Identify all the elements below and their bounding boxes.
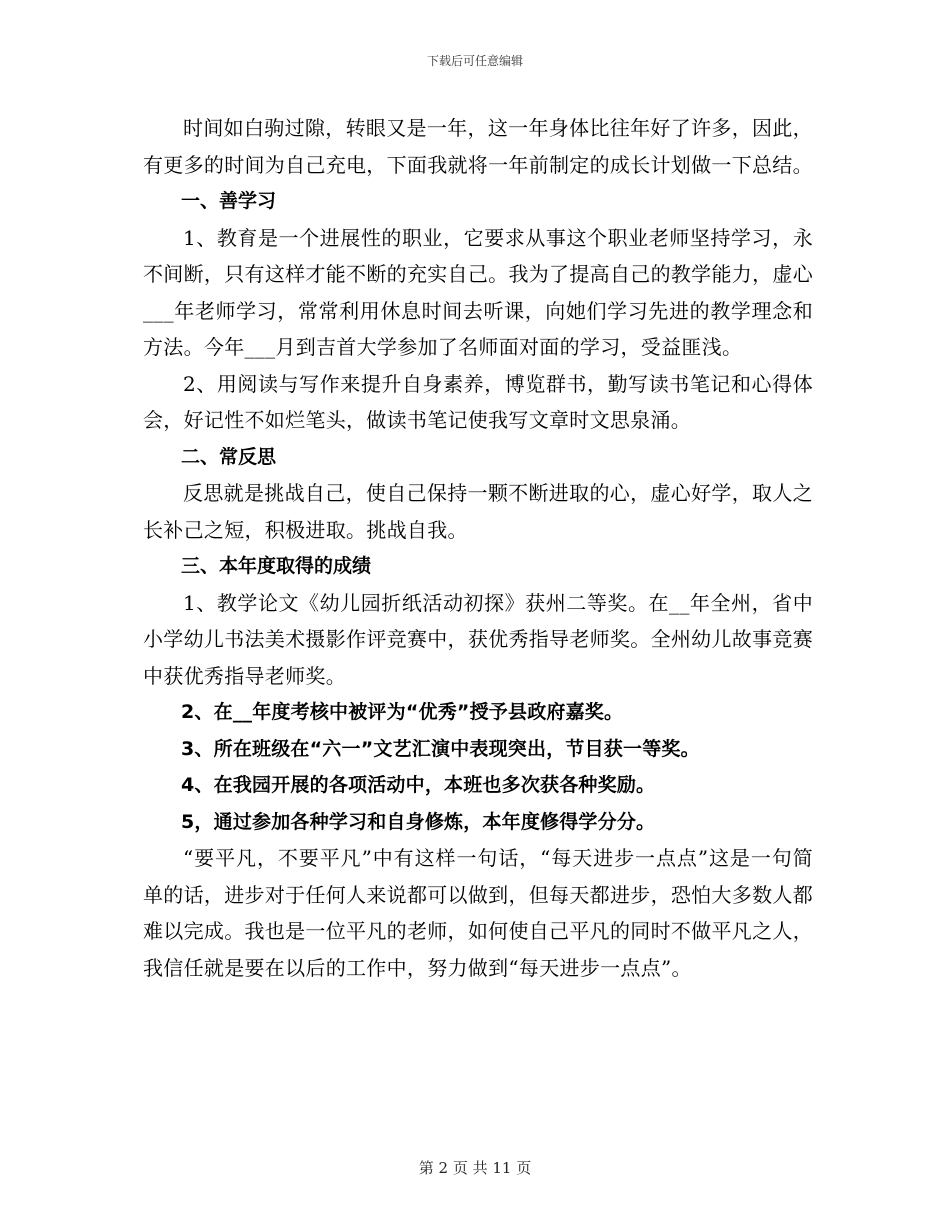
achievement-item-2: 2、在__年度考核中被评为“优秀”授予县政府嘉奖。 [181, 701, 624, 723]
section-heading-study: 一、善学习 [181, 190, 277, 212]
section-heading-reflect: 二、常反思 [181, 445, 277, 468]
study-paragraph-1: 1、教育是一个进展性的职业，它要求从事这个职业老师坚持学习，永不间断，只有这样才能不断的充实自己。我为了提高自己的教学能力，虚心___年老师学习，常常利用休息时间去听课，向她们学习先进的教学理念和方法。今年___月到吉首大学参加了名师面对面的学习，受益匪浅。 [143, 225, 813, 359]
page-number: 第 2 页 共 11 页 [418, 1159, 532, 1177]
page-header: 下载后可任意编辑 [426, 54, 523, 68]
section-heading-achievements: 三、本年度取得的成绩 [181, 555, 372, 577]
study-paragraph-2: 2、用阅读与写作来提升自身素养，博览群书，勤写读书笔记和心得体会，好记性不如烂笔头，做读书笔记使我写文章时文思泉涌。 [143, 371, 813, 432]
achievement-item-3: 3、所在班级在“六一”文艺汇演中表现突出，节目获一等奖。 [181, 737, 700, 760]
achievement-item-1: 1、教学论文《幼儿园折纸活动初探》获州二等奖。在__年全州，省中小学幼儿书法美术摄影作评竞赛中，获优秀指导老师奖。全州幼儿故事竞赛中获优秀指导老师奖。 [143, 590, 813, 688]
reflect-paragraph: 反思就是挑战自己，使自己保持一颗不断进取的心，虚心好学，取人之长补己之短，积极进取。挑战自我。 [143, 481, 813, 542]
achievement-item-4: 4、在我园开展的各项活动中，本班也多次获各种奖励。 [181, 774, 656, 796]
intro-paragraph: 时间如白驹过隙，转眼又是一年，这一年身体比往年好了许多，因此，有更多的时间为自己充电，下面我就将一年前制定的成长计划做一下总结。 [143, 116, 813, 177]
closing-paragraph: “要平凡，不要平凡”中有这样一句话，“每天进步一点点”这是一句简单的话，进步对于任何人来说都可以做到，但每天都进步，恐怕大多数人都难以完成。我也是一位平凡的老师，如何使自己平凡的同时不做平凡之人，我信任就是要在以后的工作中，努力做到“每天进步一点点”。 [143, 846, 813, 980]
achievement-item-5: 5，通过参加各种学习和自身修炼，本年度修得学分分。 [181, 810, 656, 833]
document-body [143, 110, 813, 986]
